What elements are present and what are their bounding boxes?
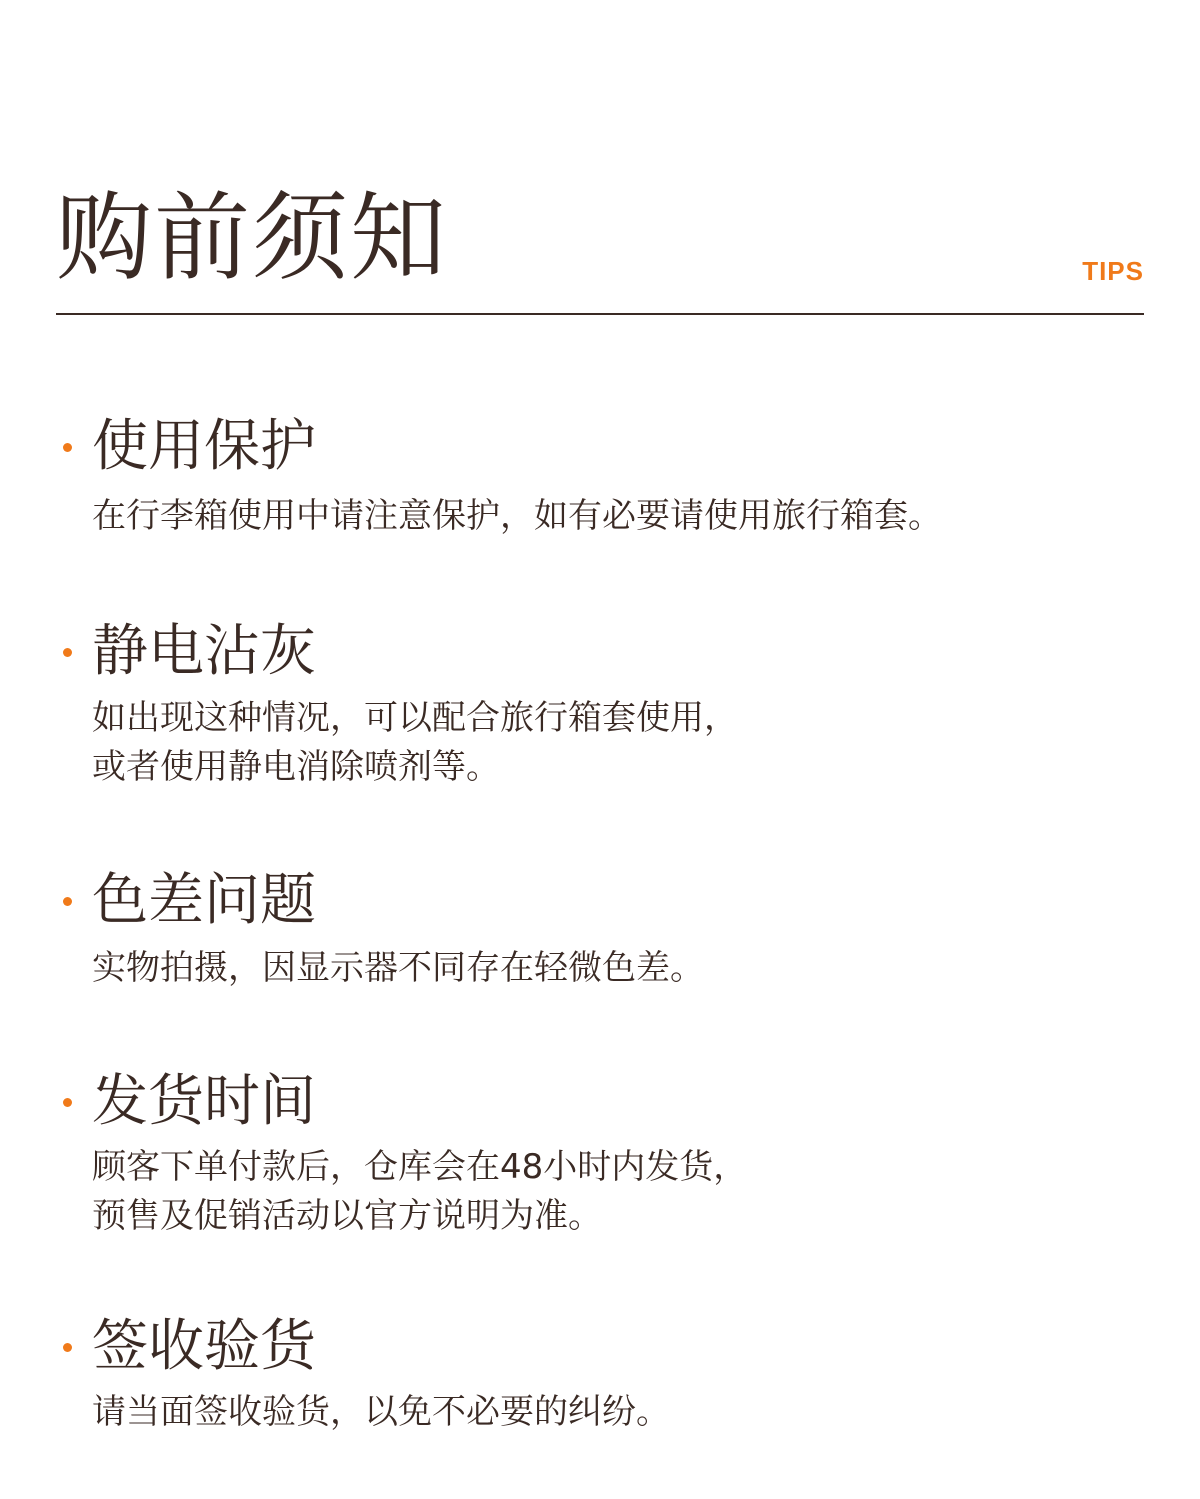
section-body-line: 如出现这种情况，可以配合旅行箱套使用， (92, 698, 738, 738)
tips-label: TIPS (1082, 256, 1144, 286)
section-body (92, 492, 942, 541)
bullet-dot-icon (63, 1343, 72, 1352)
section-body (92, 944, 704, 993)
bullet-dot-icon (63, 897, 72, 906)
header-divider (56, 313, 1144, 315)
section-body (92, 694, 738, 792)
bullet-dot-icon (63, 443, 72, 452)
section-body-line: 或者使用静电消除喷剂等。 (92, 747, 500, 787)
section-body-line: 预售及促销活动以官方说明为准。 (92, 1196, 602, 1236)
section-body-line: 顾客下单付款后，仓库会在48小时内发货， (92, 1147, 748, 1187)
page-title: 购前须知 (56, 182, 448, 294)
section-title: 色差问题 (92, 868, 316, 933)
header (56, 0, 1144, 316)
section-body-line: 请当面签收验货，以免不必要的纠纷。 (92, 1392, 670, 1432)
section-body-line: 实物拍摄，因显示器不同存在轻微色差。 (92, 948, 704, 988)
bullet-dot-icon (63, 1098, 72, 1107)
section-title: 签收验货 (92, 1314, 316, 1379)
bullet-dot-icon (63, 648, 72, 657)
section-body (92, 1143, 747, 1241)
section-body-line: 在行李箱使用中请注意保护，如有必要请使用旅行箱套。 (92, 496, 942, 536)
section-title: 发货时间 (92, 1069, 316, 1134)
section-title: 使用保护 (92, 414, 316, 479)
section-body (92, 1388, 670, 1437)
section-title: 静电沾灰 (92, 619, 316, 684)
